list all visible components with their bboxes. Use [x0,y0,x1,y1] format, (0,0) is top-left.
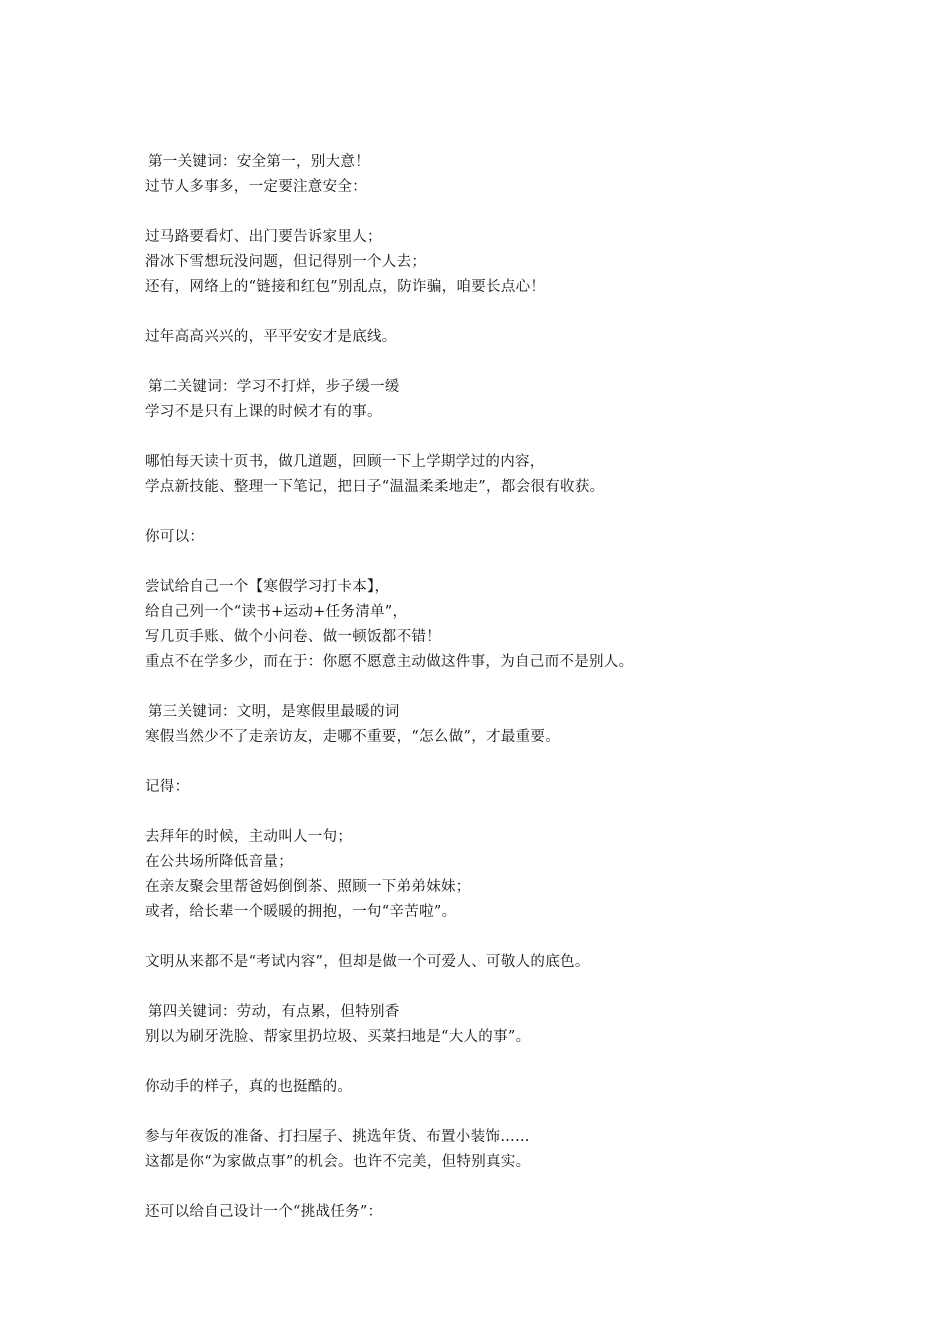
paragraph-line: 在公共场所降低音量； [145,854,293,870]
section-heading: 第四关键词：劳动，有点累，但特别香 [148,1004,400,1020]
paragraph-line: 别以为刷牙洗脸、帮家里扔垃圾、买菜扫地是“大人的事”。 [145,1029,531,1045]
paragraph-line: 寒假当然少不了走亲访友，走哪不重要，“怎么做”，才最重要。 [145,729,561,745]
paragraph-line: 或者，给长辈一个暖暖的拥抱，一句“辛苦啦”。 [145,904,457,920]
paragraph-line: 学点新技能、整理一下笔记，把日子“温温柔柔地走”，都会很有收获。 [145,479,605,495]
document-body [145,150,925,1225]
paragraph-line: 在亲友聚会里帮爸妈倒倒茶、照顾一下弟弟妹妹； [145,879,471,895]
paragraph-line: 你可以： [145,529,205,545]
paragraph-line: 文明从来都不是“考试内容”，但却是做一个可爱人、可敬人的底色。 [145,954,590,970]
section-heading: 第三关键词：文明，是寒假里最暖的词 [148,704,400,720]
paragraph-line: 过节人多事多，一定要注意安全： [145,179,367,195]
paragraph-line: 学习不是只有上课的时候才有的事。 [145,404,382,420]
paragraph-line: 过马路要看灯、出门要告诉家里人； [145,229,382,245]
paragraph-line: 哪怕每天读十页书，做几道题，回顾一下上学期学过的内容， [145,454,545,470]
paragraph-line: 还可以给自己设计一个“挑战任务”： [145,1204,383,1220]
paragraph-line: 还有，网络上的“链接和红包”别乱点，防诈骗，咱要长点心！ [145,279,546,295]
paragraph-line: 你动手的样子，真的也挺酷的。 [145,1079,353,1095]
paragraph-line: 去拜年的时候，主动叫人一句； [145,829,353,845]
paragraph-line: 滑冰下雪想玩没问题，但记得别一个人去； [145,254,427,270]
paragraph-line: 尝试给自己一个【寒假学习打卡本】， [145,579,390,595]
paragraph-line: 参与年夜饭的准备、打扫屋子、挑选年货、布置小装饰…… [145,1129,530,1145]
paragraph-line: 给自己列一个“读书+运动+任务清单”， [145,604,408,620]
paragraph-line: 这都是你“为家做点事”的机会。也许不完美，但特别真实。 [145,1154,531,1170]
paragraph-line: 写几页手账、做个小问卷、做一顿饭都不错！ [145,629,441,645]
paragraph-line: 记得： [145,779,190,795]
paragraph-line: 重点不在学多少，而在于：你愿不愿意主动做这件事，为自己而不是别人。 [145,654,634,670]
section-heading: 第一关键词：安全第一，别大意！ [148,154,370,170]
paragraph-line: 过年高高兴兴的，平平安安才是底线。 [145,329,397,345]
section-heading: 第二关键词：学习不打烊，步子缓一缓 [148,379,400,395]
